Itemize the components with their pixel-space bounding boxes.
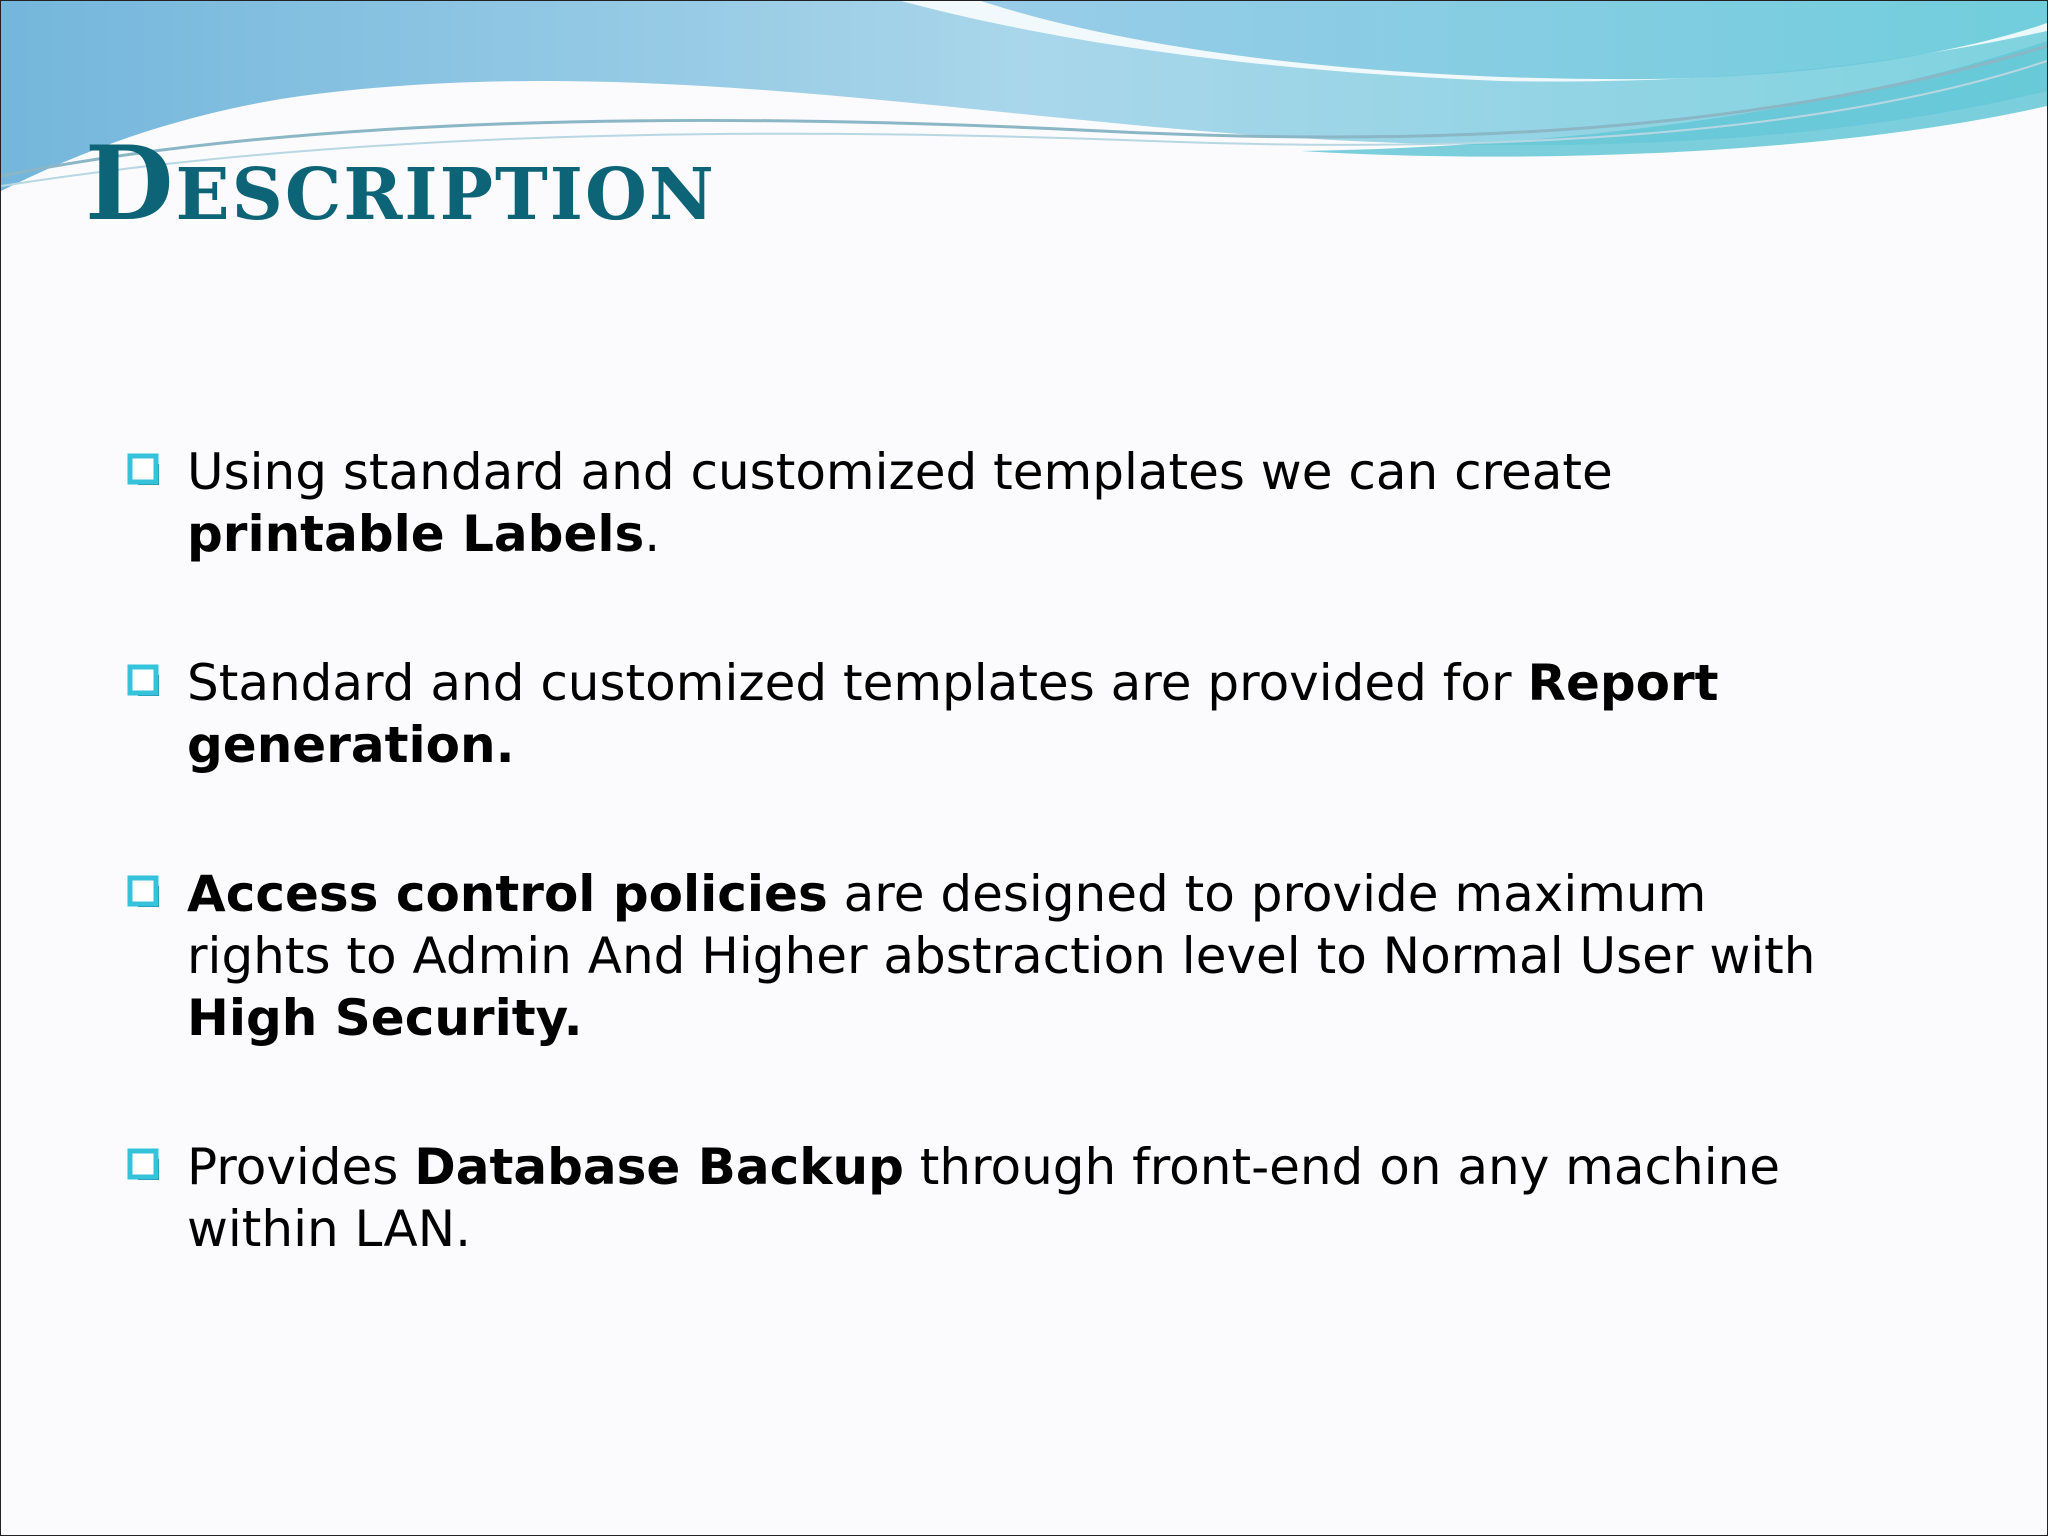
bullet-text: Standard and customized templates are provided for	[187, 654, 1528, 712]
bullet-text: are designed to provide maximum rights to Admin And Higher abstraction level to Normal User with	[187, 865, 1816, 985]
bullet-text: through front-end on any machine within LAN.	[187, 1138, 1781, 1258]
bullet-text-bold: Access control policies	[187, 865, 828, 923]
hollow-square-bullet-icon	[127, 664, 161, 698]
slide-title: Description	[85, 124, 716, 244]
bullet-item	[127, 652, 1847, 776]
bullet-text-bold: Database Backup	[414, 1138, 904, 1196]
bullet-text: Using standard and customized templates we can create	[187, 443, 1613, 501]
bullet-list	[127, 441, 1847, 1260]
hollow-square-bullet-icon	[127, 453, 161, 487]
bullet-item	[127, 863, 1847, 1049]
bullet-text: Provides	[187, 1138, 415, 1196]
bullet-text: .	[644, 505, 661, 563]
bullet-text-bold: printable Labels	[187, 505, 645, 563]
bullet-text-bold: Report generation.	[187, 654, 1719, 774]
bullet-item	[127, 441, 1847, 565]
hollow-square-bullet-icon	[127, 1148, 161, 1182]
hollow-square-bullet-icon	[127, 875, 161, 909]
bullet-text-bold: High Security.	[187, 989, 583, 1047]
bullet-item	[127, 1136, 1847, 1260]
